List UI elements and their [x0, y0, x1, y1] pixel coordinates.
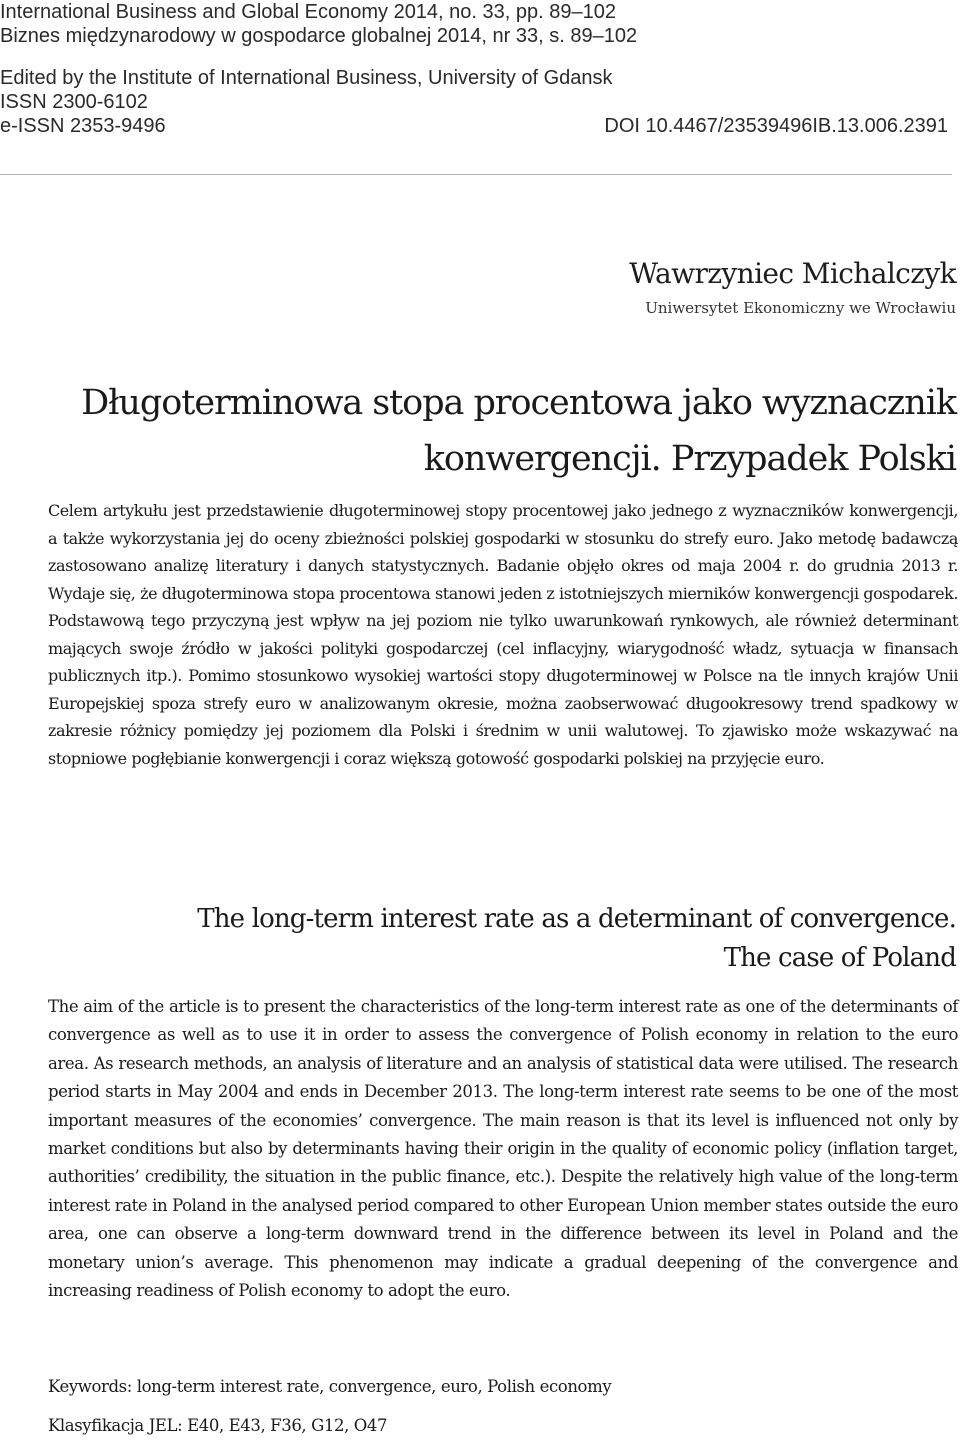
editor-line: Edited by the Institute of International Business, University of Gdansk — [0, 67, 613, 89]
author-name: Wawrzyniec Michalczyk — [629, 257, 956, 290]
eissn: e-ISSN 2353-9496 — [0, 115, 166, 137]
issn: ISSN 2300-6102 — [0, 91, 148, 113]
abstract-polish: Celem artykułu jest przedstawienie długoterminowej stopy procentowej jako jednego z wyznaczników konwergencji, a także wykorzystania jej do oceny zbieżności polskiej gospodarki w stosunku do strefy euro. Jako metodę badawczą zastosowano analizę literatury i danych statystycznych. Badanie objęło okres od maja 2004 r. do grudnia 2013 r. Wydaje się, że długoterminowa stopa procentowa stanowi jeden z istotniejszych mierników konwergencji gospodarek. Podstawową tego przyczyną jest wpływ na jej poziom nie tylko uwarunkowań rynkowych, ale również determinant mających swoje źródło w jakości polityki gospodarczej (cel inflacyjny, wiarygodność władz, sytuacja w finansach publicznych itp.). Pomimo stosunkowo wysokiej wartości stopy długoterminowej w Polsce na tle innych krajów Unii Europejskiej spoza strefy euro w analizowanym okresie, można zaobserwować długookresowy trend spadkowy w zakresie różnicy pomiędzy jej poziomem dla Polski i średnim w unii walutowej. To zjawisko może wskazywać na stopniowe pogłębianie konwergencji i coraz większą gotowość gospodarki polskiej na przyjęcie euro. — [48, 501, 958, 768]
journal-header — [0, 0, 958, 140]
header-divider — [0, 174, 952, 175]
header-spacer — [0, 48, 958, 66]
title-english — [56, 900, 956, 978]
author-affiliation: Uniwersytet Ekonomiczny we Wrocławiu — [645, 299, 956, 317]
journal-citation-en: International Business and Global Economy 2014, no. 33, pp. 89–102 — [0, 1, 616, 23]
title-english-line-2: The case of Poland — [723, 943, 956, 973]
doi: DOI 10.4467/23539496IB.13.006.2391 — [604, 115, 948, 137]
keywords: Keywords: long-term interest rate, convergence, euro, Polish economy — [48, 1377, 612, 1396]
title-polish: Długoterminowa stopa procentowa jako wyznacznik konwergencji. Przypadek Polski — [81, 383, 956, 479]
author-block — [629, 257, 956, 319]
eissn-doi-row — [0, 114, 958, 140]
title-english-line-1: The long-term interest rate as a determinant of convergence. — [197, 904, 956, 934]
jel-classification: Klasyfikacja JEL: E40, E43, F36, G12, O47 — [48, 1416, 388, 1435]
abstract-english: The aim of the article is to present the characteristics of the long-term interest rate as one of the determinants of convergence as well as to use it in order to assess the convergence of Polish economy in relation to the euro area. As research methods, an analysis of literature and an analysis of statistical data were utilised. The research period starts in May 2004 and ends in December 2013. The long-term interest rate seems to be one of the most important measures of the economies’ convergence. The main reason is that its level is influenced not only by market conditions but also by determinants having their origin in the quality of economic policy (inflation target, authorities’ credibility, the situation in the public finance, etc.). Despite the relatively high value of the long-term interest rate in Poland in the analysed period compared to other European Union member states outside the euro area, one can observe a long-term downward trend in the difference between its level in Poland and the monetary union’s average. This phenomenon may indicate a gradual deepening of the convergence and increasing readiness of Polish economy to adopt the euro. — [48, 997, 958, 1301]
journal-citation-pl: Biznes międzynarodowy w gospodarce globalnej 2014, nr 33, s. 89–102 — [0, 25, 638, 47]
